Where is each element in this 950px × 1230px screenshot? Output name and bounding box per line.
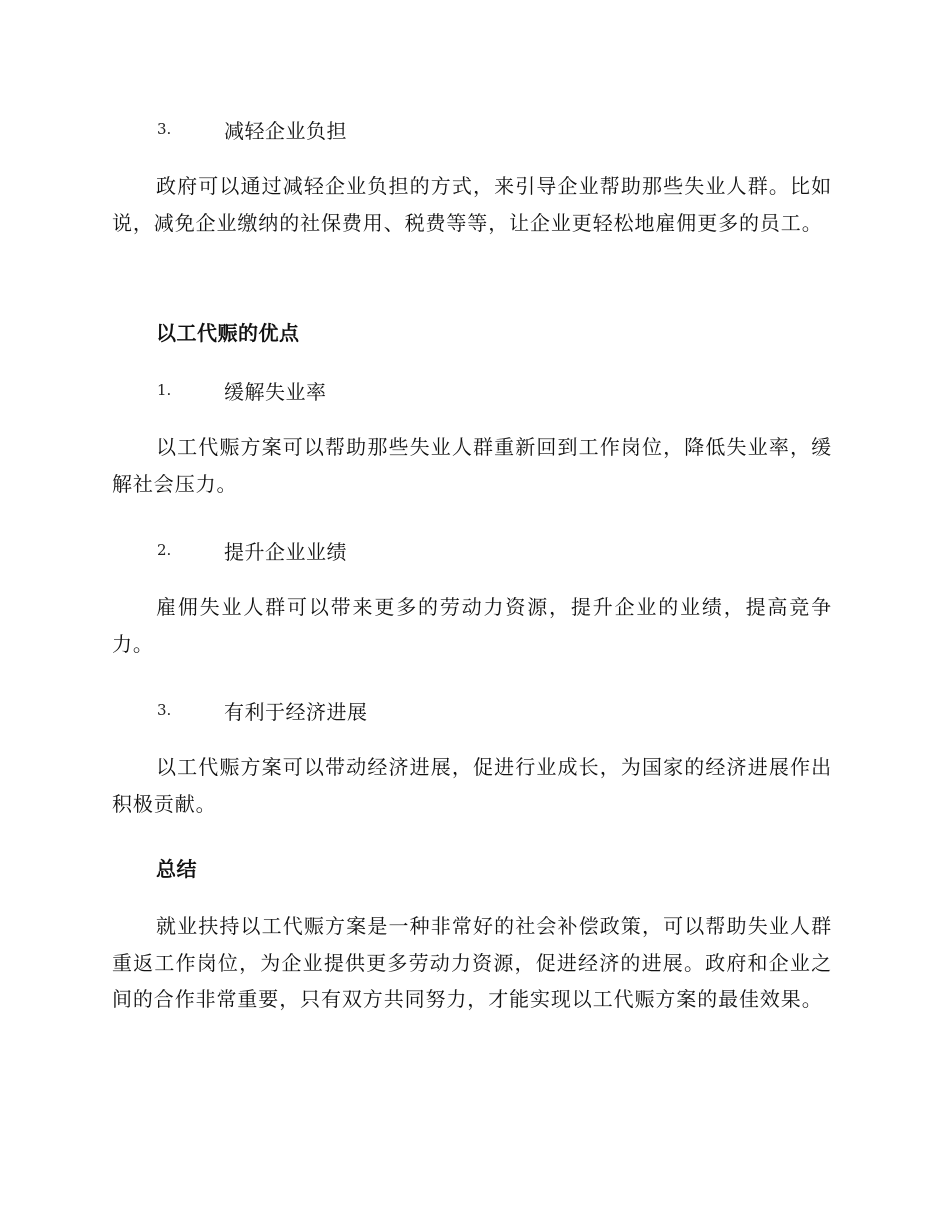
numbered-item-advantage-3 (112, 692, 832, 728)
item-number: 2. (157, 541, 172, 559)
item-number: 1. (157, 381, 172, 399)
paragraph-reduce-burden: 政府可以通过减轻企业负担的方式，来引导企业帮助那些失业人群。比如说，减免企业缴纳的社保费用、税费等等，让企业更轻松地雇佣更多的员工。 (112, 174, 832, 235)
paragraph-advantage-3: 以工代赈方案可以带动经济进展，促进行业成长，为国家的经济进展作出积极贡献。 (112, 755, 832, 816)
numbered-item-advantage-2 (112, 532, 832, 568)
paragraph-advantage-1: 以工代赈方案可以帮助那些失业人群重新回到工作岗位，降低失业率，缓解社会压力。 (112, 435, 832, 496)
section-heading-advantages: 以工代赈的优点 (156, 321, 300, 345)
paragraph-summary: 就业扶持以工代赈方案是一种非常好的社会补偿政策，可以帮助失业人群重返工作岗位，为企业提供更多劳动力资源，促进经济的进展。政府和企业之间的合作非常重要，只有双方共同努力，才能实现以工代赈方案的最佳效果。 (112, 914, 832, 1011)
item-number: 3. (157, 120, 172, 138)
item-number: 3. (157, 701, 172, 719)
numbered-item-reduce-burden (112, 111, 832, 147)
item-title: 提升企业业绩 (224, 539, 347, 564)
item-title: 有利于经济进展 (224, 699, 368, 724)
section-heading-summary: 总结 (156, 857, 197, 881)
item-title: 缓解失业率 (224, 379, 327, 404)
item-title: 减轻企业负担 (224, 118, 347, 143)
paragraph-advantage-2: 雇佣失业人群可以带来更多的劳动力资源，提升企业的业绩，提高竞争力。 (112, 595, 832, 656)
numbered-item-advantage-1 (112, 372, 832, 408)
